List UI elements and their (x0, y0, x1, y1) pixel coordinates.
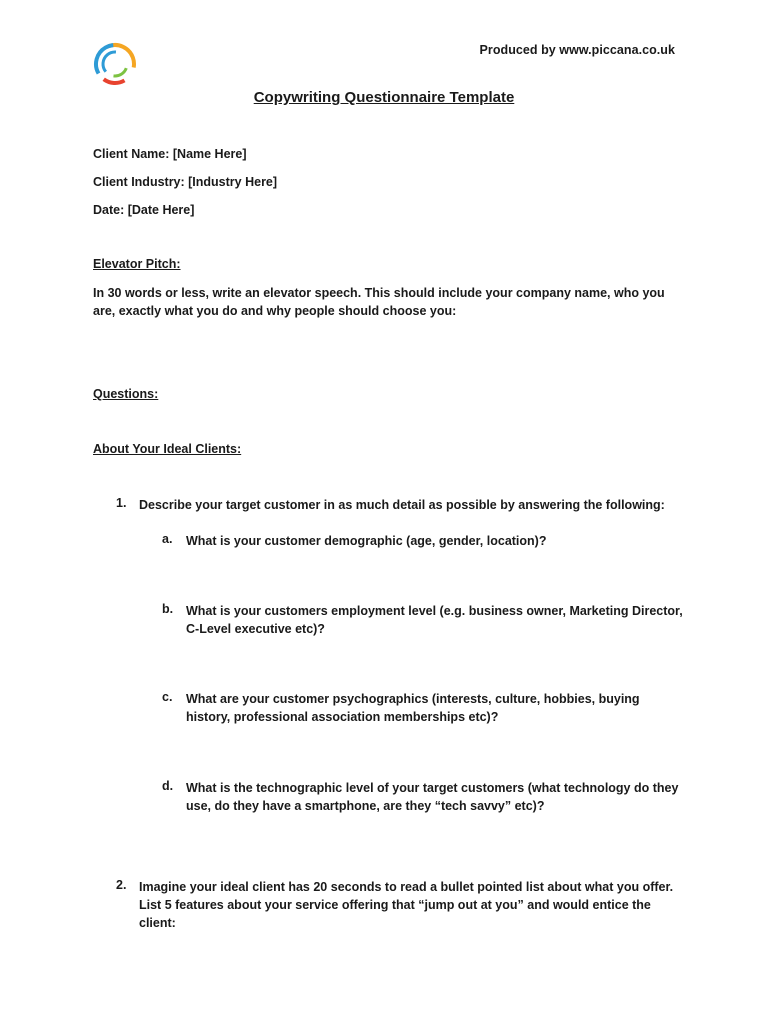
page-title: Copywriting Questionnaire Template (253, 89, 515, 106)
client-industry-field: Client Industry: [Industry Here] (93, 175, 278, 189)
elevator-pitch-text: In 30 words or less, write an elevator speech. This should include your company name, who you are, exactly what you do and why people should choose you: (93, 286, 665, 318)
client-name-field: Client Name: [Name Here] (93, 147, 247, 161)
question-text: Describe your target customer in as much detail as possible by answering the following: (139, 498, 665, 512)
date-field: Date: [Date Here] (93, 203, 195, 217)
sub-question-text: What are your customer psychographics (interests, culture, hobbies, buying history, professional association memberships etc)? (186, 692, 640, 724)
sub-question-text: What is the technographic level of your target customers (what technology do they use, do they have a smartphone, are they “tech savvy” etc)? (186, 781, 679, 813)
question-number: 1. (116, 496, 127, 510)
elevator-pitch-heading: Elevator Pitch: (93, 257, 181, 271)
ideal-clients-heading: About Your Ideal Clients: (93, 442, 242, 456)
sub-question-letter: d. (162, 779, 174, 793)
question-text: Imagine your ideal client has 20 seconds to read a bullet pointed list about what you offer. List 5 features about your service offering that “jump out at you” and would entice the client: (139, 880, 674, 930)
sub-question-letter: c. (162, 690, 173, 704)
sub-question-text: What is your customers employment level (e.g. business owner, Marketing Director, C-Level executive etc)? (186, 604, 683, 636)
produced-by-text: Produced by www.piccana.co.uk (479, 43, 675, 57)
questions-heading: Questions: (93, 387, 159, 401)
sub-question-letter: a. (162, 532, 173, 546)
question-number: 2. (116, 878, 127, 892)
sub-question-letter: b. (162, 602, 174, 616)
piccana-logo-icon (93, 42, 137, 86)
sub-question-text: What is your customer demographic (age, gender, location)? (186, 534, 547, 548)
